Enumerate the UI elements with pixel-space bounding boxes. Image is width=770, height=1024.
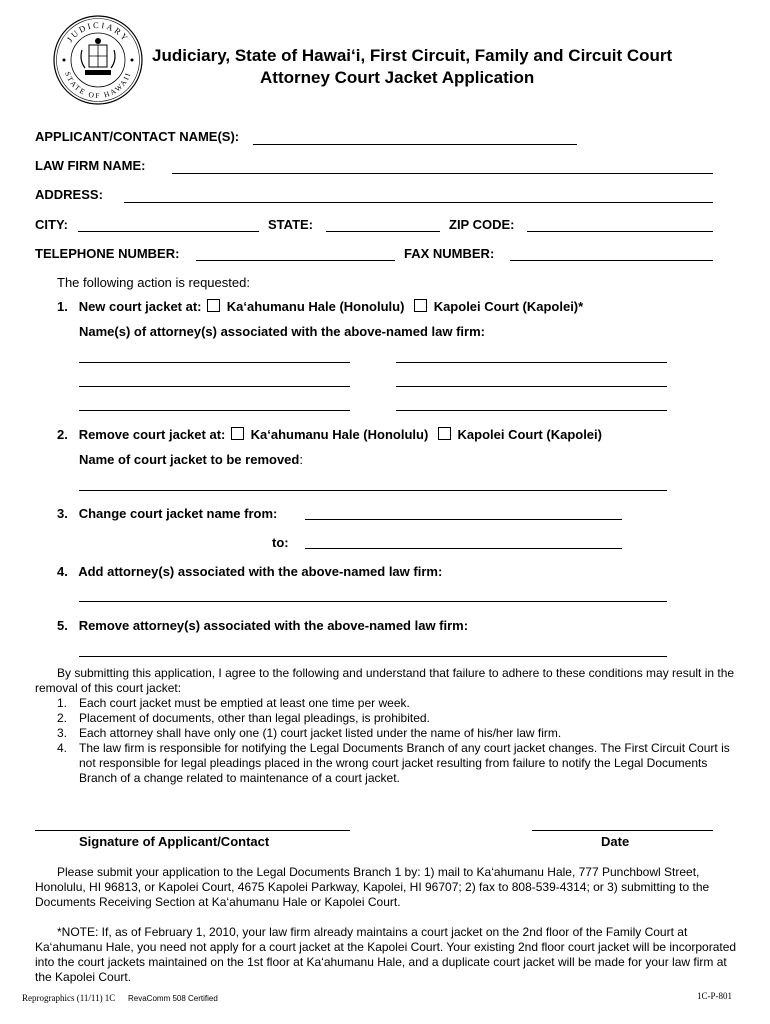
law-firm-label: LAW FIRM NAME: [35,158,146,173]
signature-line[interactable] [35,830,350,831]
item5-text: Remove attorney(s) associated with the above-named law firm: [78,618,469,633]
applicant-input[interactable] [253,144,577,145]
applicant-label: APPLICANT/CONTACT NAME(S): [35,129,240,144]
item2-kapolei-checkbox[interactable] [438,427,451,440]
item1-kapolei-checkbox[interactable] [414,299,427,312]
address-label: ADDRESS: [35,187,103,202]
condition-3: 3. Each attorney shall have only one (1) court jacket listed under the name of his/her law firm. [57,726,562,740]
date-line[interactable] [532,830,713,831]
item2-jacket-name-line[interactable] [79,490,667,491]
item1-honolulu-checkbox[interactable] [207,299,220,312]
item2-row [57,427,602,442]
fax-input[interactable] [510,260,713,261]
item1-attorney-line-1[interactable] [79,362,350,363]
item3-number: 3. [57,506,68,521]
item4-row [57,564,442,579]
form-subtitle: Attorney Court Jacket Application [260,68,535,87]
note-text: *NOTE: If, as of February 1, 2010, your law firm already maintains a court jacket on the 2nd floor of the Family Court at Ka‘ahumanu Hale, you need not apply for a court jacket at the Kapolei Court. Your existing 2nd floor court jacket will be incorporated into the court jackets maintained on the 1st floor at Ka‘ahumanu Hale, and a duplicate court jacket will be made for your law firm at the Kapolei Court. [35,925,737,984]
item3-row [57,506,277,521]
item5-number: 5. [57,618,68,633]
item3-text: Change court jacket name from: [78,506,278,521]
item2-text: Remove court jacket at: [78,427,226,442]
item4-number: 4. [57,564,68,579]
state-input[interactable] [326,231,440,232]
state-label: STATE: [268,217,314,232]
item2-number: 2. [57,427,68,442]
footer-revacomm: RevaComm 508 Certified [128,994,218,1003]
item3-to-label: to: [272,535,289,550]
submit-instructions: Please submit your application to the Legal Documents Branch 1 by: 1) mail to Ka‘ahumanu Hale, 777 Punchbowl Street, Honolulu, HI 96813, or Kapolei Court, 4675 Kapolei Parkway, Kapolei, HI 96707; 2) fax to 808-539-4314; or 3) submitting to the Documents Receiving Section at Ka‘ahumanu Hale or Kapolei Court. [35,865,710,909]
date-label: Date [601,834,630,849]
telephone-input[interactable] [196,260,395,261]
item1-subtext: Name(s) of attorney(s) associated with the above-named law firm: [79,324,485,339]
item1-row [57,299,583,314]
item4-attorney-line[interactable] [79,601,667,602]
item1-kapolei-label: Kapolei Court (Kapolei)* [433,299,584,314]
law-firm-input[interactable] [172,173,713,174]
item1-honolulu-label: Ka‘ahumanu Hale (Honolulu) [226,299,405,314]
item1-attorney-line-3[interactable] [79,386,350,387]
item2-honolulu-checkbox[interactable] [231,427,244,440]
signature-label: Signature of Applicant/Contact [79,834,270,849]
city-label: CITY: [35,217,68,232]
item3-to-line[interactable] [305,548,622,549]
telephone-label: TELEPHONE NUMBER: [35,246,180,261]
item1-text: New court jacket at: [78,299,202,314]
form-title: Judiciary, State of Hawai‘i, First Circuit, Family and Circuit Court [152,46,673,65]
judiciary-seal [52,14,144,106]
item1-attorney-line-5[interactable] [79,410,350,411]
fax-label: FAX NUMBER: [404,246,495,261]
item2-kapolei-label: Kapolei Court (Kapolei) [457,427,602,442]
item5-row [57,618,468,633]
item4-text: Add attorney(s) associated with the above-named law firm: [78,564,443,579]
conditions-list [35,696,739,786]
agreement-intro: By submitting this application, I agree to the following and understand that failure to adhere to these conditions may result in the removal of this court jacket: [35,666,735,695]
seal-top-text: JUDICIARY [64,19,132,45]
item2-honolulu-label: Ka‘ahumanu Hale (Honolulu) [250,427,429,442]
seal-bottom-text: STATE OF HAWAII [63,70,133,101]
address-input[interactable] [124,202,713,203]
footer-form-number: 1C-P-801 [697,991,733,1001]
action-intro: The following action is requested: [57,275,250,290]
item3-from-line[interactable] [305,519,622,520]
item1-attorney-line-4[interactable] [396,386,667,387]
item2-subtext: Name of court jacket to be removed: [79,452,303,467]
item5-attorney-line[interactable] [79,656,667,657]
item1-attorney-line-6[interactable] [396,410,667,411]
city-input[interactable] [78,231,259,232]
condition-1: 1. Each court jacket must be emptied at least one time per week. [57,696,410,710]
zip-input[interactable] [527,231,713,232]
condition-4: 4. The law firm is responsible for notifying the Legal Documents Branch of any court jacket changes. The First Circuit Court is not responsible for legal pleadings placed in the wrong court jacket resulting from failure to notify the Legal Documents Branch of a change related to maintenance of a court jacket. [57,741,730,785]
item1-number: 1. [57,299,68,314]
condition-2: 2. Placement of documents, other than legal pleadings, is prohibited. [57,711,430,725]
item1-attorney-line-2[interactable] [396,362,667,363]
footer-reprographics: Reprographics (11/11) 1C [22,993,116,1003]
zip-label: ZIP CODE: [449,217,515,232]
